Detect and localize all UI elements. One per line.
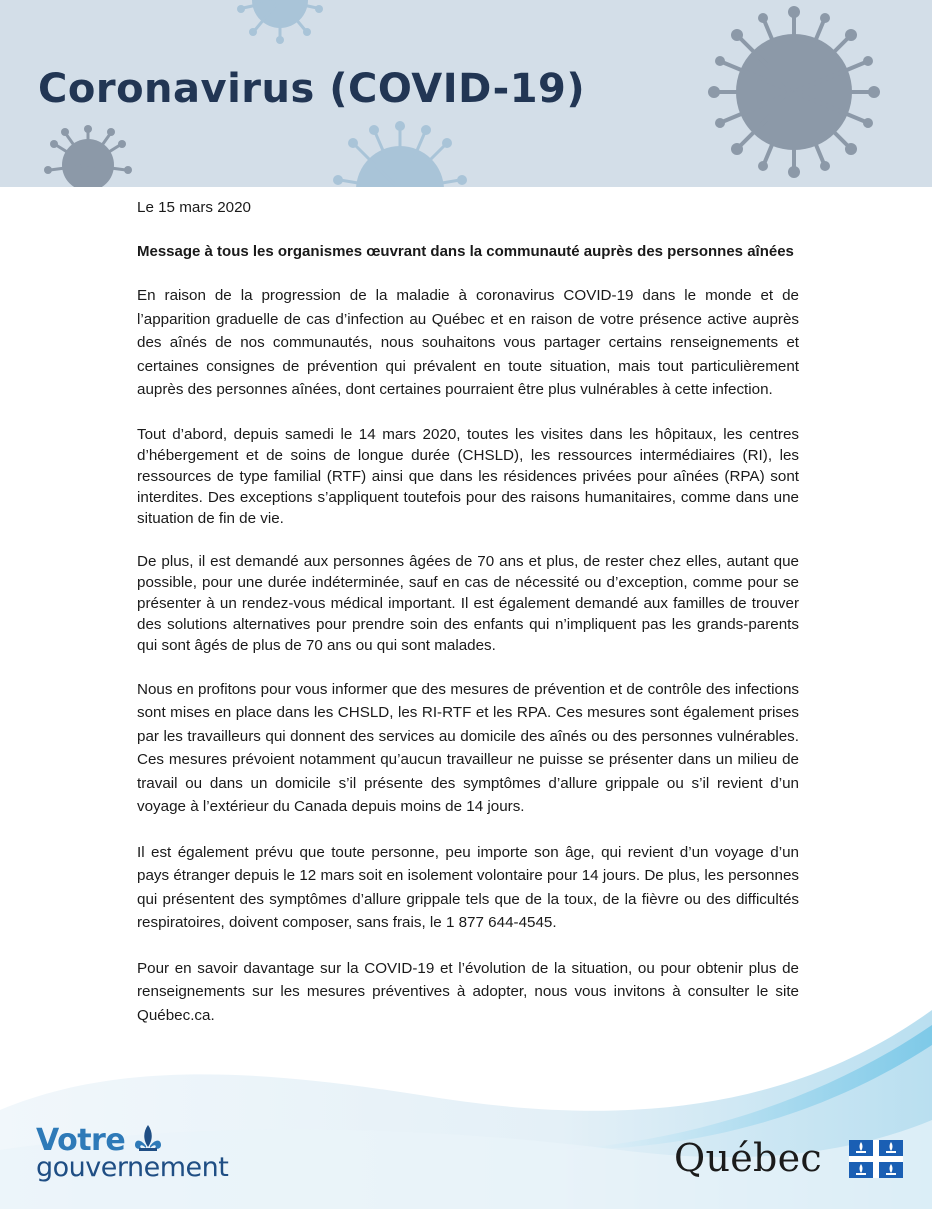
letter-subject: Message à tous les organismes œuvrant dans la communauté auprès des personnes aînées [137,242,794,260]
letter-date: Le 15 mars 2020 [137,199,251,216]
paragraph-2: Tout d’abord, depuis samedi le 14 mars 2020, toutes les visites dans les hôpitaux, les centres d’hébergement et de soins de longue durée (CHSLD), les ressources intermédiaires (RI), les ressources de type familial (RTF) ainsi que dans les résidences privées pour aînées (RPA) sont interdites. Des exceptions s’appliquent toutefois pour des raisons humanitaires, comme dans une situation de fin de vie. [137,425,799,527]
fleur-de-lys-icon [132,1124,164,1158]
paragraph-5: Il est également prévu que toute personne, peu importe son âge, qui revient d’un voyage d’un pays étranger depuis le 12 mars soit en isolement volontaire pour 14 jours. De plus, les personnes qui présentent des symptômes d’allure grippale tels que de la toux, de la fièvre ou des difficultés respiratoires, doivent composer, sans frais, le 1 877 644-4545. [137,843,799,931]
paragraph-3: De plus, il est demandé aux personnes âgées de 70 ans et plus, de rester chez elles, autant que possible, pour une durée indéterminée, sauf en cas de nécessité ou d’exception, comme pour se présenter à un rendez-vous médical important. Il est également demandé aux familles de trouver des solutions alternatives pour prendre soin des enfants qui n’impliquent pas les grands-parents qui sont âgés de plus de 70 ans ou qui sont malades. [137,552,799,654]
paragraph-1: En raison de la progression de la maladie à coronavirus COVID-19 dans le monde et de l’apparition graduelle de cas d’infection au Québec et en raison de votre présence active auprès des aînés de nos communautés, nous souhaitons vous partager certains renseignements et certaines consignes de prévention qui prévalent en toute situation, mais tout particulièrement auprès des personnes aînées, dont certaines pourraient être plus vulnérables à cette infection. [137,287,799,398]
quebec-flag-icon [849,1140,903,1178]
paragraph-6: Pour en savoir davantage sur la COVID-19 et l’évolution de la situation, ou pour obtenir plus de renseignements sur les mesures préventives à adopter, nous vous invitons à consulter le site Québec.ca. [137,959,799,1024]
paragraph-4: Nous en profitons pour vous informer que des mesures de prévention et de contrôle des infections sont mises en place dans les CHSLD, les RI-RTF et les RPA. Ces mesures sont également prises par les travailleurs qui donnent des services au domicile des aînés ou des personnes vulnérables. Ces mesures prévoient notamment qu’aucun travailleur ne puisse se présenter dans un milieu de travail ou dans un domicile s’il présente des symptômes d’allure grippale ou s’il revient d’un voyage à l’extérieur du Canada depuis moins de 14 jours. [137,680,799,815]
page-title: Coronavirus (COVID-19) [38,66,586,112]
votre-gouvernement-logo-line2: gouvernement [36,1152,229,1183]
votre-gouvernement-logo-line1: Votre [36,1123,126,1158]
letter-body [137,196,799,1049]
quebec-logo-text: Québec [674,1136,823,1180]
header-banner [0,0,932,187]
